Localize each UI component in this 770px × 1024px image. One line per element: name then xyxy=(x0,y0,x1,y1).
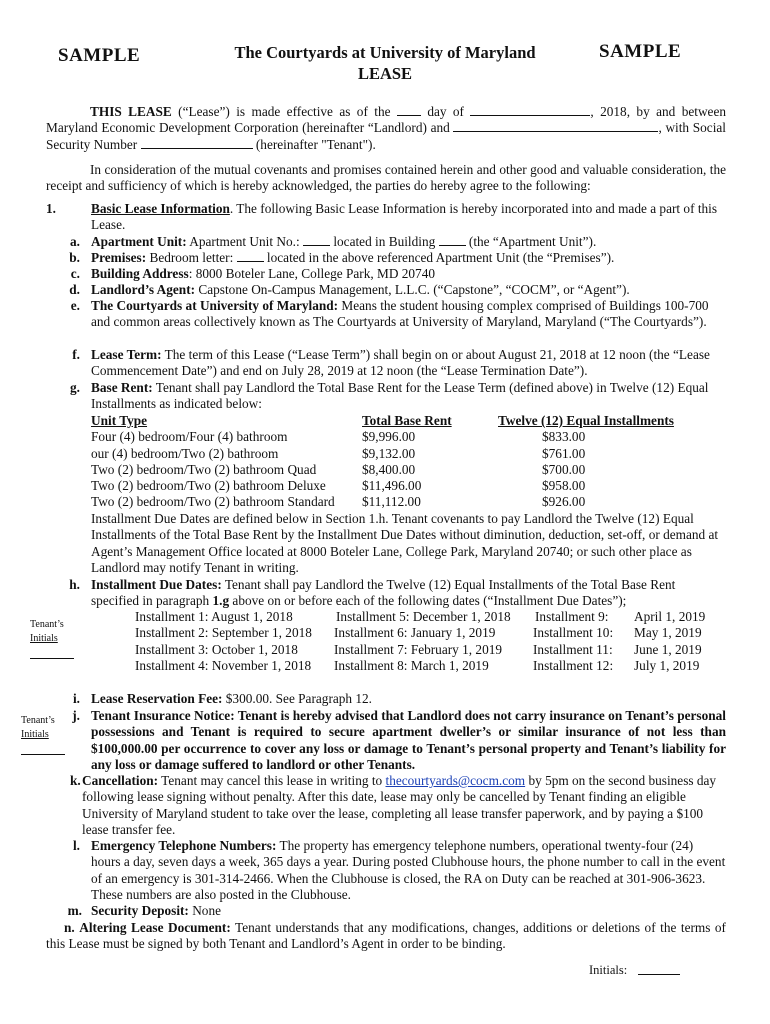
list-item: Installment 7: February 1, 2019 xyxy=(334,641,503,657)
footer-initials-line[interactable] xyxy=(638,974,680,975)
installments-col-1 xyxy=(135,609,312,674)
list-item: Installment 6: January 1, 2019 xyxy=(334,625,496,641)
item-j: Tenant Insurance Notice: Tenant is hereby advised that Landlord does not carry insurance on Tenant’s personal possessions and Tenant is required to secure apartment dweller’s or similar insurance of not less than $100,000.00 per occurrence to cover any loss or damage to Tenant’s personal property and Tenant’s liability for any loss or damage suffered to landlord or other Tenants. xyxy=(91,708,726,772)
list-item: June 1, 2019 xyxy=(634,641,702,657)
unit-number-blank[interactable] xyxy=(303,234,330,246)
tenant-name-blank[interactable] xyxy=(453,120,658,132)
item-c: Building Address: 8000 Boteler Lane, College Park, MD 20740 xyxy=(91,266,436,281)
building-blank[interactable] xyxy=(439,234,466,246)
item-m: Security Deposit: None xyxy=(91,903,222,918)
item-label-e: e. xyxy=(70,298,80,313)
rent-header-total: Total Base Rent xyxy=(362,413,452,428)
table-row: Two (2) bedroom/Two (2) bathroom Quad xyxy=(91,461,317,477)
item-label-c: c. xyxy=(70,266,80,281)
rent-header-installments: Twelve (12) Equal Installments xyxy=(498,413,674,428)
margin-initials-1: Tenant’s Initials xyxy=(30,619,64,644)
item-a: Apartment Unit: Apartment Unit No.: located in Building (the “Apartment Unit”). xyxy=(91,234,597,249)
ssn-blank[interactable] xyxy=(141,137,253,149)
table-row: Two (2) bedroom/Two (2) bathroom Deluxe xyxy=(91,478,326,494)
sample-stamp-right: SAMPLE xyxy=(599,41,682,62)
margin-initials-2: Tenant’s Initials xyxy=(21,715,55,740)
list-item: Installment 2: September 1, 2018 xyxy=(135,625,312,641)
title-line-1: The Courtyards at University of Maryland xyxy=(234,43,536,62)
list-item: April 1, 2019 xyxy=(634,609,706,624)
section-number: 1. xyxy=(46,201,56,216)
table-cell: $11,112.00 xyxy=(362,494,421,510)
section-1-text: Basic Lease Information. The following Basic Lease Information is hereby incorporated into and made a part of this Lease. xyxy=(91,201,718,233)
list-item: Installment 1: August 1, 2018 xyxy=(135,609,293,624)
table-row: Four (4) bedroom/Four (4) bathroom xyxy=(91,429,288,445)
document-title xyxy=(175,42,595,84)
item-k: Cancellation: Tenant may cancel this lease in writing to thecourtyards@cocm.com by 5pm on the second business day following lease signing without penalty. After this date, lease may only be cancelled by Tenant finding an eligible University of Maryland student to take over the lease, completing all lease transfer paperwork, and by paying a $100 lease transfer fee. xyxy=(82,773,717,837)
table-cell: $761.00 xyxy=(542,445,586,461)
list-item: July 1, 2019 xyxy=(634,657,700,673)
table-cell: $833.00 xyxy=(542,429,586,445)
item-b: Premises: Bedroom letter: located in the above referenced Apartment Unit (the “Premises”). xyxy=(91,250,615,265)
rent-table-col-total xyxy=(362,413,452,511)
intro-lead: THIS LEASE xyxy=(90,104,172,119)
item-i: Lease Reservation Fee: $300.00. See Paragraph 12. xyxy=(91,691,373,706)
item-d: Landlord’s Agent: Capstone On-Campus Management, L.L.C. (“Capstone”, “COCM”, or “Agent”). xyxy=(91,282,630,297)
item-label-f: f. xyxy=(72,347,80,362)
footer-initials-label: Initials: xyxy=(589,963,628,977)
list-item: Installment 5: December 1, 2018 xyxy=(336,609,511,624)
table-cell: $700.00 xyxy=(542,461,586,477)
list-item: Installment 8: March 1, 2019 xyxy=(334,657,489,673)
rent-header-unit: Unit Type xyxy=(91,413,148,428)
list-item: Installment 11: xyxy=(533,641,613,657)
table-cell: $9,996.00 xyxy=(362,429,416,445)
table-cell: $926.00 xyxy=(542,494,586,510)
item-f: Lease Term: The term of this Lease (“Lease Term”) shall begin on or about August 21, 2018 at 12 noon (the “Lease Commencement Date”) and end on July 28, 2019 at 12 noon (the “Lease Termination Date”). xyxy=(91,347,710,379)
list-item: May 1, 2019 xyxy=(634,625,702,641)
section-1-heading: Basic Lease Information xyxy=(91,201,230,216)
item-label-g: g. xyxy=(70,380,80,395)
item-label-b: b. xyxy=(69,250,80,265)
item-label-m: m. xyxy=(67,903,82,918)
list-item: Installment 9: xyxy=(535,609,609,624)
item-label-d: d. xyxy=(69,282,80,297)
list-item: Installment 12: xyxy=(533,657,614,673)
day-blank[interactable] xyxy=(397,104,421,116)
sample-stamp-left: SAMPLE xyxy=(58,45,141,66)
item-label-k: k. xyxy=(70,773,81,788)
item-label-a: a. xyxy=(70,234,80,249)
list-item: Installment 3: October 1, 2018 xyxy=(135,641,298,657)
month-blank[interactable] xyxy=(470,104,590,116)
installment-due-paragraph: Installment Due Dates are defined below in Section 1.h. Tenant covenants to pay Landlord the Twelve (12) Equal Installments of the Total Base Rent by the Installment Due Dates without diminution, deduction, set-off, or demand at Agent’s Management Office located at 8000 Boteler Lane, College Park, Maryland 20740; or such other place as Landlord may notify Tenant in writing. xyxy=(91,511,719,575)
cancellation-email-link[interactable]: thecourtyards@cocm.com xyxy=(385,773,526,788)
rent-table-col-installment xyxy=(498,413,674,511)
item-g: Base Rent: Tenant shall pay Landlord the Total Base Rent for the Lease Term (defined above) in Twelve (12) Equal Installments as indicated below: xyxy=(91,380,709,412)
item-label-j: j. xyxy=(72,708,80,723)
intro-paragraph: THIS LEASE (“Lease”) is made effective as of the day of , 2018, by and between Maryland Economic Development Corporation (hereinafter “Landlord) and , with Social Security Number (hereinafter "Tenant"). xyxy=(46,104,727,152)
list-item: Installment 4: November 1, 2018 xyxy=(135,657,312,673)
installments-col-4 xyxy=(634,609,705,674)
table-row: our (4) bedroom/Two (2) bathroom xyxy=(91,445,279,461)
table-row: Two (2) bedroom/Two (2) bathroom Standard xyxy=(91,494,335,510)
installments-col-2 xyxy=(334,609,511,674)
item-label-l: l. xyxy=(72,838,80,853)
table-cell: $9,132.00 xyxy=(362,445,416,461)
item-h: Installment Due Dates: Tenant shall pay Landlord the Twelve (12) Equal Installments of the Total Base Rent specified in paragraph 1.g above on or before each of the following dates (“Installment Due Dates”); xyxy=(91,577,676,609)
item-l: Emergency Telephone Numbers: The property has emergency telephone numbers, operational twenty-four (24) hours a day, seven days a week, 365 days a year. During posted Clubhouse hours, the phone number to call in the event of an emergency is 301-314-2466. When the Clubhouse is closed, the RA on Duty can be reached at 301-906-3623. These numbers are also posted in the Clubhouse. xyxy=(91,838,726,902)
item-e: The Courtyards at University of Maryland: Means the student housing complex comprised of Buildings 100-700 and common areas collectively known as The Courtyards at University of Maryland, Maryland (“The Courtyards”). xyxy=(91,298,709,330)
item-n: n. Altering Lease Document: Tenant understands that any modifications, changes, additions or deletions of the terms of this Lease must be signed by both Tenant and Landlord’s Agent in order to be binding. xyxy=(46,920,726,952)
margin-initials-1-line[interactable] xyxy=(30,658,74,659)
title-line-2: LEASE xyxy=(357,64,413,83)
installments-col-3 xyxy=(533,609,613,674)
list-item: Installment 10: xyxy=(533,625,614,641)
table-cell: $958.00 xyxy=(542,478,586,494)
item-label-i: i. xyxy=(72,691,80,706)
bedroom-letter-blank[interactable] xyxy=(237,250,264,262)
margin-initials-2-line[interactable] xyxy=(21,754,65,755)
item-label-h: h. xyxy=(69,577,80,592)
rent-table-col-unit xyxy=(91,413,335,511)
table-cell: $8,400.00 xyxy=(362,461,416,477)
consideration-paragraph: In consideration of the mutual covenants and promises contained herein and other good and valuable consideration, the receipt and sufficiency of which is hereby acknowledged, the parties do hereby agree to the following: xyxy=(46,162,726,194)
table-cell: $11,496.00 xyxy=(362,478,422,494)
